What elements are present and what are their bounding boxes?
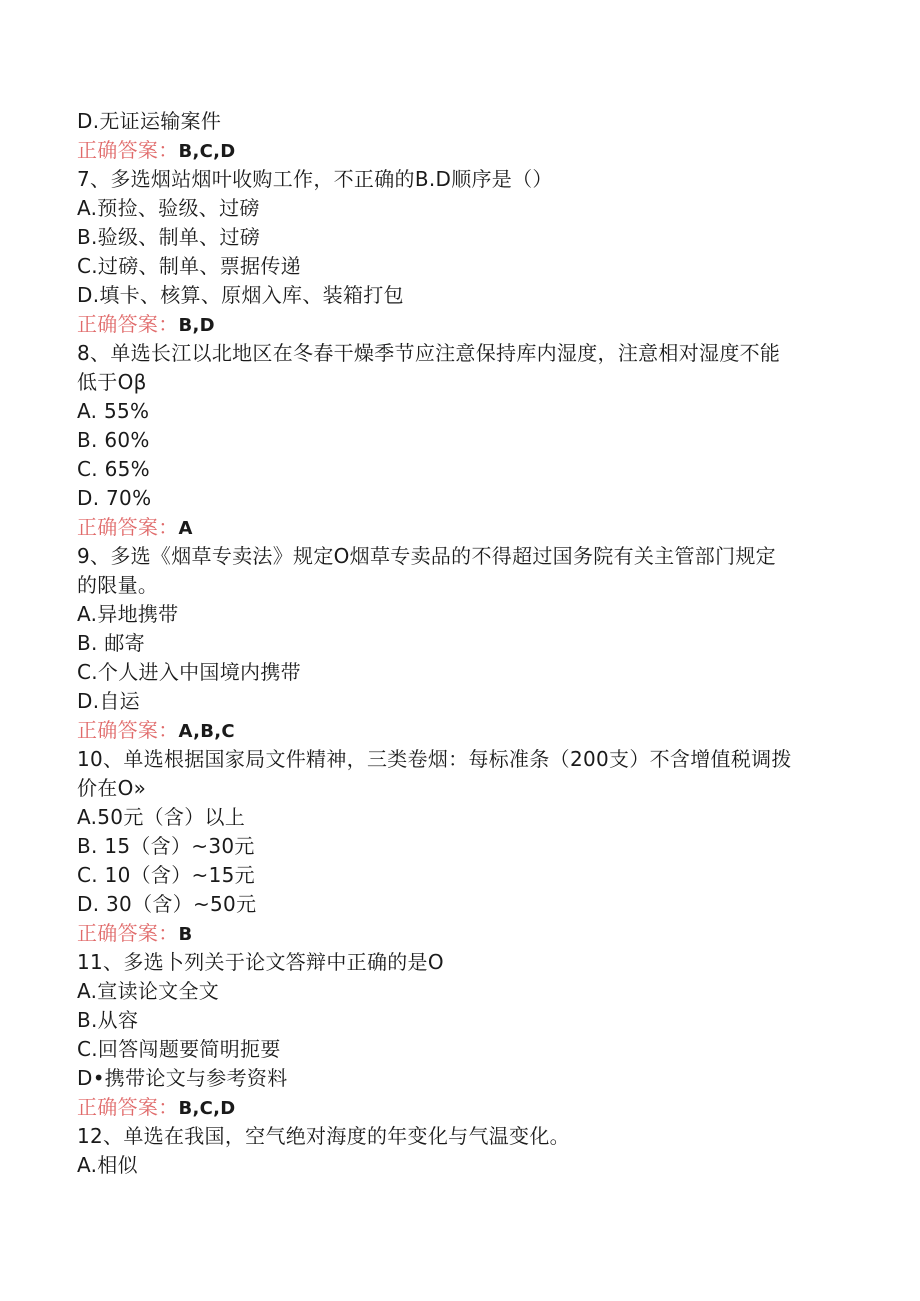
option-text: A.宣读论文全文 (77, 979, 220, 1003)
option-text: A. 55% (77, 399, 150, 423)
option-text: B. 60% (77, 428, 150, 452)
question-text: 8、单选长江以北地区在冬春干燥季节应注意保持库内湿度，注意相对湿度不能 (77, 341, 781, 365)
question-text: 11、多选卜列关于论文答辩中正确的是O (77, 950, 444, 974)
question-text: 9、多选《烟草专卖法》规定O烟草专卖品的不得超过国务院有关主管部门规定 (77, 544, 776, 568)
option-text: D•携带论文与参考资料 (77, 1066, 288, 1090)
option-text: C.过磅、制单、票据传递 (77, 254, 301, 278)
option-text: B. 邮寄 (77, 631, 145, 655)
answer-label: 正确答案： (77, 921, 179, 945)
answer-line (77, 716, 837, 745)
option-text: A.预捡、验级、过磅 (77, 196, 260, 220)
answer-label: 正确答案： (77, 312, 179, 336)
answer-label: 正确答案： (77, 718, 179, 742)
question-text: 低于Oβ (77, 370, 147, 394)
option-text: B. 15（含）~30元 (77, 834, 255, 858)
answer-value: B,D (178, 315, 215, 336)
option-text: B.验级、制单、过磅 (77, 225, 261, 249)
option-text: A.相似 (77, 1153, 138, 1177)
option-text: D. 70% (77, 486, 152, 510)
answer-value: A,B,C (178, 721, 235, 742)
answer-line (77, 513, 837, 542)
answer-label: 正确答案： (77, 1095, 179, 1119)
question-text: 的限量。 (77, 573, 159, 597)
option-text: D.自运 (77, 689, 140, 713)
question-text: 12、单选在我国，空气绝对海度的年变化与气温变化。 (77, 1124, 570, 1148)
option-text: C. 65% (77, 457, 150, 481)
option-text: D.无证运输案件 (77, 109, 222, 133)
answer-value: B,C,D (178, 1098, 236, 1119)
option-text: D.填卡、核算、原烟入库、装箱打包 (77, 283, 404, 307)
answer-value: A (178, 518, 193, 539)
option-text: B.从容 (77, 1008, 139, 1032)
option-text: C.回答闯题要简明扼要 (77, 1037, 281, 1061)
answer-line (77, 1093, 837, 1122)
option-text: A.异地携带 (77, 602, 179, 626)
question-text: 价在O» (77, 776, 147, 800)
option-text: A.50元（含）以上 (77, 805, 246, 829)
question-text: 10、单选根据国家局文件精神，三类卷烟：每标准条（200支）不含增值税调拨 (77, 747, 792, 771)
answer-value: B,C,D (178, 141, 236, 162)
question-text: 7、多选烟站烟叶收购工作，不正确的B.D顺序是（） (77, 167, 553, 191)
question-list (77, 107, 837, 1180)
option-text: D. 30（含）~50元 (77, 892, 257, 916)
answer-line (77, 919, 837, 948)
answer-label: 正确答案： (77, 138, 179, 162)
answer-line (77, 310, 837, 339)
answer-line (77, 136, 837, 165)
option-text: C. 10（含）~15元 (77, 863, 255, 887)
answer-value: B (178, 924, 193, 945)
option-text: C.个人进入中国境内携带 (77, 660, 301, 684)
answer-label: 正确答案： (77, 515, 179, 539)
